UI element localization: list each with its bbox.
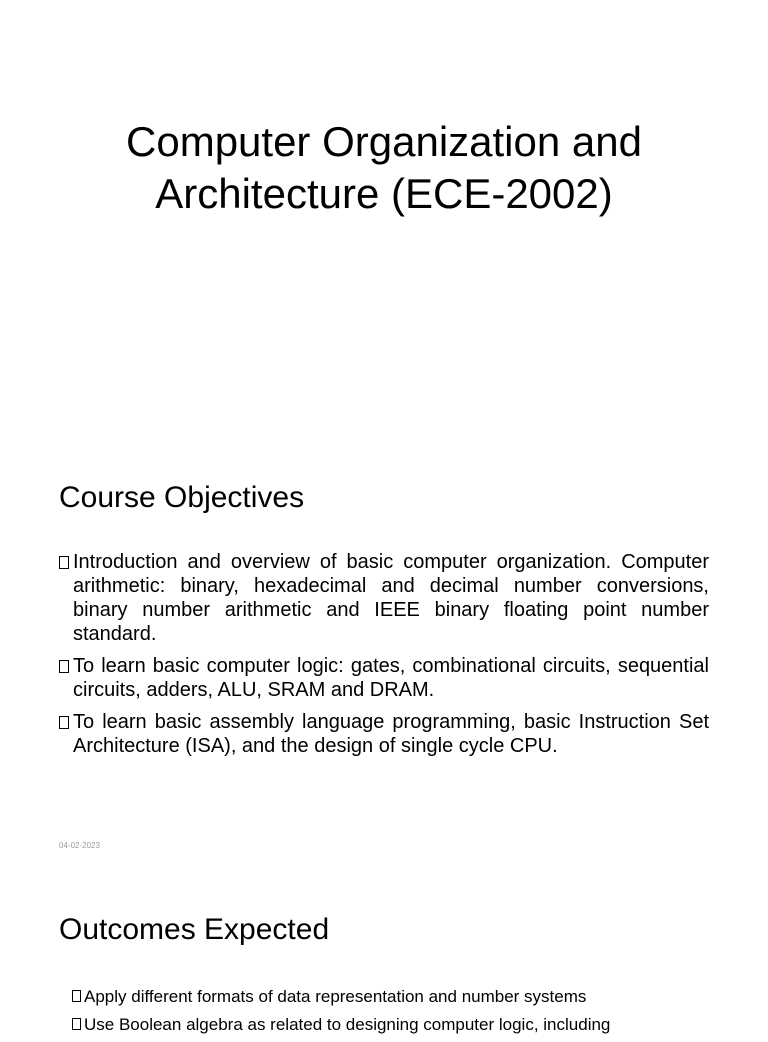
list-item [72,986,672,1008]
bullet-icon [72,1018,81,1030]
list-item [59,550,709,646]
objective-text: Introduction and overview of basic computer organization. Computer arithmetic: binary, hexadecimal and decimal number conversions, binary number arithmetic and IEEE binary floating point number standard. [73,551,709,645]
title-line-1: Computer Organization and [126,118,642,165]
page-title [0,116,768,220]
bullet-icon [59,660,69,673]
objectives-list [59,550,709,766]
outcomes-list [72,986,672,1042]
course-objectives-heading: Course Objectives [59,481,305,514]
outcome-text: Apply different formats of data representation and number systems [84,987,587,1006]
list-item [72,1014,672,1036]
slide-date: 04-02-2023 [59,841,100,850]
list-item [59,654,709,702]
objective-text: To learn basic assembly language programming, basic Instruction Set Architecture (ISA), and the design of single cycle CPU. [73,711,709,757]
outcome-text: Use Boolean algebra as related to designing computer logic, including [84,1015,611,1034]
bullet-icon [59,556,69,569]
title-line-2: Architecture (ECE-2002) [155,170,613,217]
outcomes-expected-heading: Outcomes Expected [59,913,330,946]
list-item [59,710,709,758]
objective-text: To learn basic computer logic: gates, combinational circuits, sequential circuits, adders, ALU, SRAM and DRAM. [73,655,709,701]
bullet-icon [72,990,81,1002]
bullet-icon [59,716,69,729]
